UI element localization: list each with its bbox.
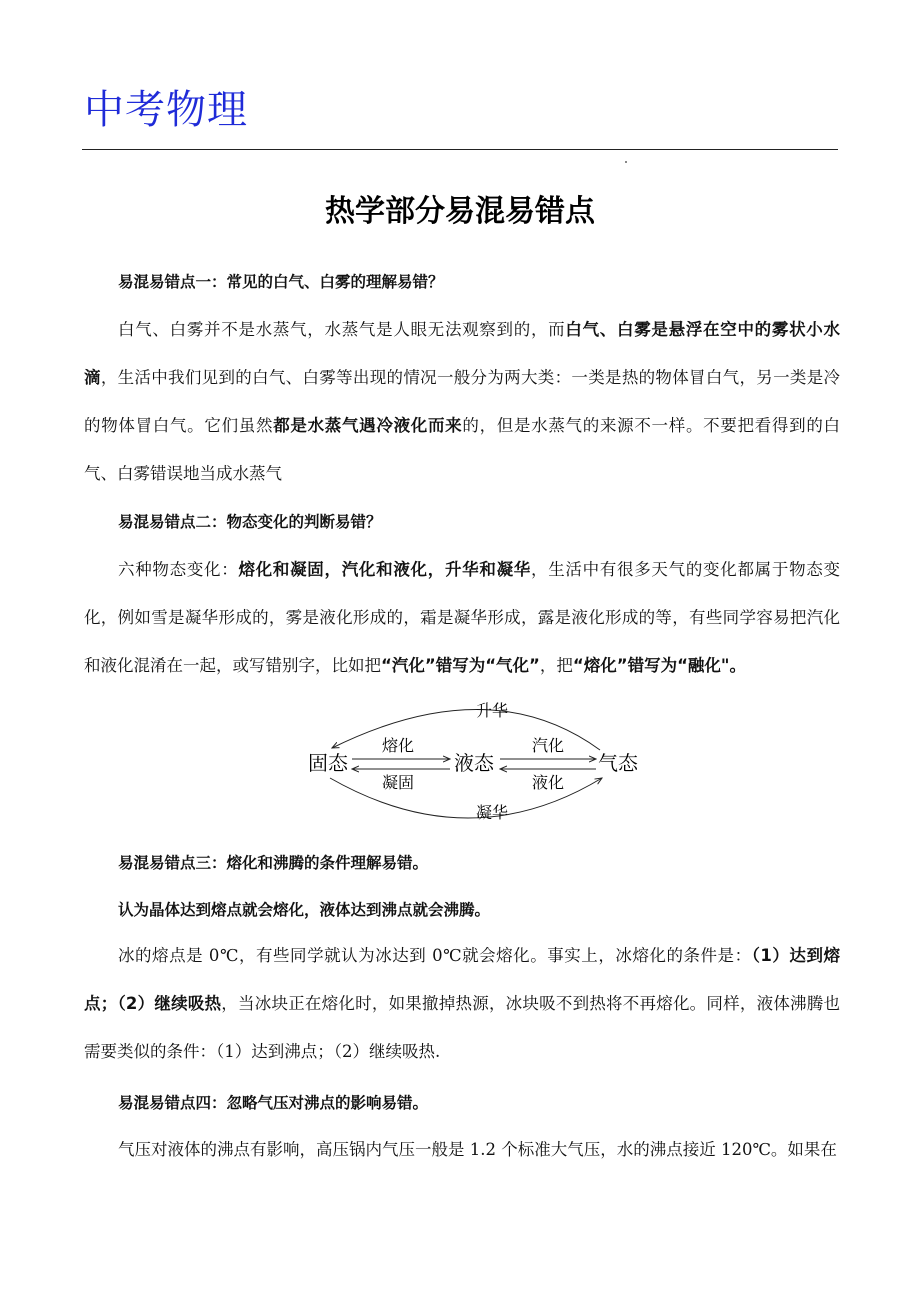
text-run: ，生活中我们见到的白气、白雾等出现的情况一般分为两大类：一类是热的物体冒白气，另一类是冷的物体冒白气。它们虽然: [84, 368, 841, 435]
section-1: [84, 270, 840, 292]
section-2-paragraph: [84, 546, 840, 690]
section-3-subheading: 认为晶体达到熔点就会熔化，液体达到沸点就会沸腾。: [118, 901, 491, 919]
phase-change-diagram: [300, 690, 660, 832]
label-deposition: 凝华: [476, 803, 509, 822]
emphasis-text: “汽化”错写为“气化”: [381, 656, 540, 675]
text-run: 的，但是水蒸气的来源不一样。不要把看得到的白气、白雾错误地当成水蒸气: [84, 416, 841, 483]
section-3-body: [84, 932, 840, 1076]
section-2-body: [84, 546, 840, 690]
text-run: ，生活中有很多天气的变化都属于物态变化，例如雪是凝华形成的，雾是液化形成的，霜是凝华形成，露是液化形成的等，有些同学容易把汽化和液化混淆在一起，或写错别字，比如把: [84, 560, 841, 675]
text-run: ，当冰块正在熔化时，如果撤掉热源，冰块吸不到热将不再熔化。同样，液体沸腾也需要类似的条件：（1）达到沸点；（2）继续吸热.: [84, 994, 841, 1061]
emphasis-text: 熔化和凝固，汽化和液化，升华和凝华: [238, 560, 531, 579]
section-4-paragraph: 气压对液体的沸点有影响，高压锅内气压一般是 1.2 个标准大气压，水的沸点接近 120℃。如果在: [118, 1140, 837, 1159]
section-4-body: [84, 1126, 840, 1174]
header-divider: [82, 149, 838, 150]
label-sublimation: 升华: [476, 701, 509, 720]
node-solid: 固态: [308, 751, 348, 775]
section-2-heading: 易混易错点二：物态变化的判断易错？: [118, 513, 382, 531]
section-1-body: [84, 306, 840, 498]
text-run: 冰的熔点是 0℃，有些同学就认为冰达到 0℃就会熔化。事实上，冰熔化的条件是：: [118, 946, 752, 965]
section-3: [84, 851, 840, 873]
emphasis-text: 白气、白雾是悬浮在空中的雾状小水滴: [84, 320, 841, 387]
text-run: 六种物态变化：: [118, 560, 239, 579]
decorative-dot: [625, 161, 627, 163]
section-1-paragraph: [84, 306, 840, 498]
emphasis-text: 都是水蒸气遇冷液化而来: [273, 416, 463, 435]
label-freezing: 凝固: [382, 773, 415, 792]
section-2: [84, 510, 840, 532]
document-title: 热学部分易混易错点: [325, 194, 595, 229]
node-gas: 气态: [598, 751, 638, 775]
section-3-heading: 易混易错点三：熔化和沸腾的条件理解易错。: [118, 854, 429, 872]
header-title: 中考物理: [84, 87, 248, 133]
node-liquid: 液态: [454, 751, 494, 775]
emphasis-text: （1）达到熔点；（2）继续吸热: [84, 946, 840, 1013]
text-run: ，把: [539, 656, 573, 675]
label-liquefaction: 液化: [532, 773, 565, 792]
section-3-subheading-wrap: [84, 898, 840, 920]
section-4-heading: 易混易错点四：忽略气压对沸点的影响易错。: [118, 1094, 429, 1112]
text-run: 白气、白雾并不是水蒸气，水蒸气是人眼无法观察到的，而: [118, 320, 566, 339]
section-1-heading: 易混易错点一：常见的白气、白雾的理解易错？: [118, 273, 444, 291]
label-vaporization: 汽化: [532, 736, 565, 755]
section-4: [84, 1091, 840, 1113]
label-melting: 熔化: [382, 736, 415, 755]
emphasis-text: “熔化”错写为“融化"。: [572, 656, 747, 675]
section-3-paragraph: [84, 932, 840, 1076]
